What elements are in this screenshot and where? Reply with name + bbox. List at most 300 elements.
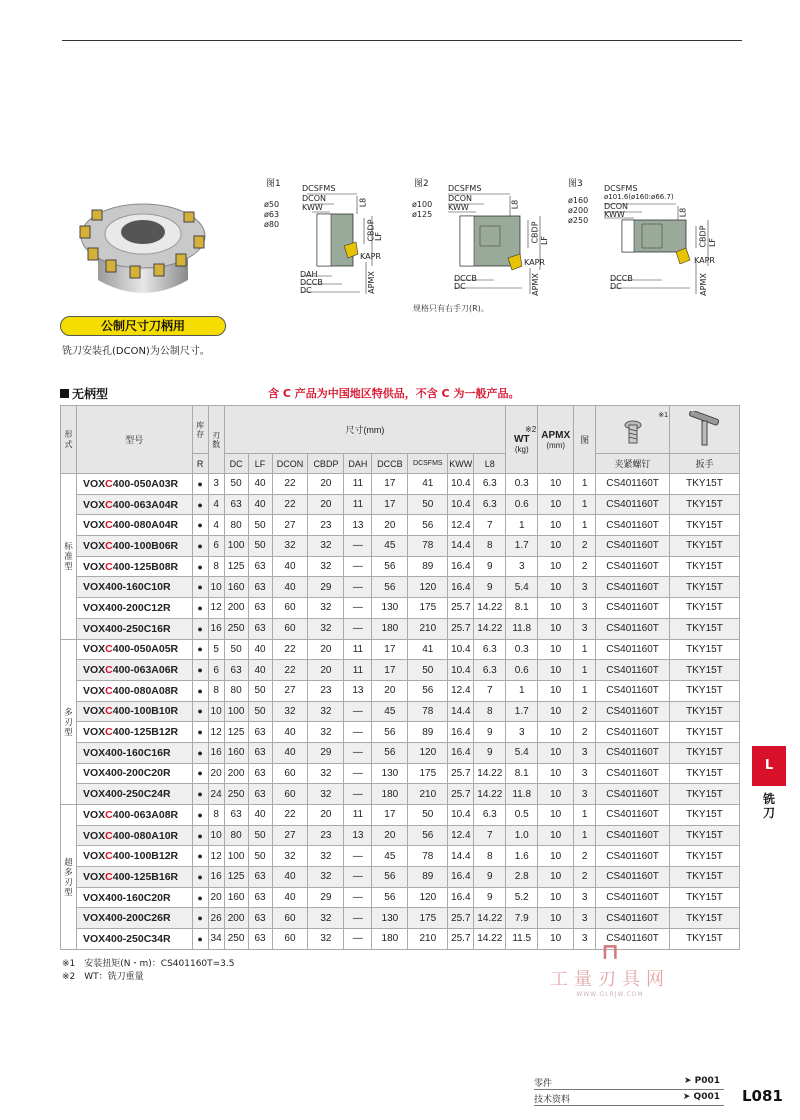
apmx-cell: 10 bbox=[538, 598, 574, 619]
screw-cell: CS401160T bbox=[596, 536, 670, 557]
model-cell bbox=[76, 639, 192, 660]
header-dimensions: 尺寸(mm) bbox=[224, 406, 506, 454]
stock-cell: ● bbox=[192, 825, 208, 846]
lf-label: LF bbox=[540, 235, 550, 246]
model-cell bbox=[76, 598, 192, 619]
teeth-cell: 5 bbox=[208, 639, 224, 660]
header-apmx bbox=[538, 406, 574, 474]
l8-label: L8 bbox=[510, 199, 520, 210]
wt-cell: 1 bbox=[506, 680, 538, 701]
stock-cell: ● bbox=[192, 680, 208, 701]
dcon-cell: 32 bbox=[272, 701, 308, 722]
screw-cell: CS401160T bbox=[596, 494, 670, 515]
header-stock-r: R bbox=[192, 454, 208, 474]
apmx-label: APMX bbox=[366, 271, 376, 294]
dc-cell: 200 bbox=[224, 908, 248, 929]
square-bullet-icon bbox=[60, 389, 69, 398]
stock-cell: ● bbox=[192, 639, 208, 660]
model-part: 400-100B06R bbox=[112, 539, 179, 552]
dc-cell: 50 bbox=[224, 474, 248, 495]
china-code: C bbox=[105, 539, 113, 552]
header-screw: 夹紧螺钉 bbox=[596, 454, 670, 474]
ref-parts-page[interactable]: ➤ P001 bbox=[683, 1076, 720, 1086]
kapr-label: KAPR bbox=[524, 258, 545, 267]
dccb-cell: 180 bbox=[372, 618, 408, 639]
dc-cell: 160 bbox=[224, 577, 248, 598]
screw-cell: CS401160T bbox=[596, 515, 670, 536]
screw-cell: CS401160T bbox=[596, 825, 670, 846]
header-wrench: 扳手 bbox=[670, 454, 740, 474]
screw-cell: CS401160T bbox=[596, 639, 670, 660]
lf-cell: 50 bbox=[248, 680, 272, 701]
figure-cell: 3 bbox=[574, 908, 596, 929]
table-row bbox=[61, 908, 740, 929]
teeth-cell: 10 bbox=[208, 577, 224, 598]
section-title bbox=[60, 385, 108, 402]
dcsfms-cell: 210 bbox=[408, 929, 448, 950]
apmx-cell: 10 bbox=[538, 763, 574, 784]
screw-cell: CS401160T bbox=[596, 887, 670, 908]
l8-cell: 7 bbox=[474, 825, 506, 846]
dc-label: DC bbox=[610, 282, 622, 291]
ref-parts[interactable] bbox=[534, 1076, 724, 1090]
kww-cell: 16.4 bbox=[448, 867, 474, 888]
dah-cell: — bbox=[344, 577, 372, 598]
ref-parts-label: 零件 bbox=[534, 1079, 553, 1089]
dccb-cell: 17 bbox=[372, 494, 408, 515]
lf-cell: 63 bbox=[248, 722, 272, 743]
header-dcsfms: DCSFMS bbox=[408, 454, 448, 474]
l8-cell: 6.3 bbox=[474, 474, 506, 495]
lf-cell: 40 bbox=[248, 639, 272, 660]
model-part: 400-080A08R bbox=[112, 684, 179, 697]
model-cell bbox=[76, 867, 192, 888]
china-code: C bbox=[105, 664, 113, 677]
wt-cell: 1 bbox=[506, 515, 538, 536]
wt-cell: 5.4 bbox=[506, 742, 538, 763]
figure-cell: 3 bbox=[574, 784, 596, 805]
dccb-cell: 56 bbox=[372, 722, 408, 743]
teeth-cell: 4 bbox=[208, 494, 224, 515]
figure-cell: 2 bbox=[574, 536, 596, 557]
cbdp-cell: 20 bbox=[308, 494, 344, 515]
figure-cell: 2 bbox=[574, 846, 596, 867]
kww-cell: 14.4 bbox=[448, 701, 474, 722]
teeth-cell: 20 bbox=[208, 887, 224, 908]
wrench-cell: TKY15T bbox=[670, 742, 740, 763]
screw-cell: CS401160T bbox=[596, 701, 670, 722]
china-code: C bbox=[105, 829, 113, 842]
l8-cell: 9 bbox=[474, 867, 506, 888]
wrench-cell: TKY15T bbox=[670, 887, 740, 908]
china-code: C bbox=[105, 498, 113, 511]
table-row bbox=[61, 701, 740, 722]
model-part: 400-125B12R bbox=[112, 726, 179, 739]
screw-cell: CS401160T bbox=[596, 805, 670, 826]
apmx-cell: 10 bbox=[538, 805, 574, 826]
l8-cell: 6.3 bbox=[474, 494, 506, 515]
wrench-cell: TKY15T bbox=[670, 846, 740, 867]
stock-cell: ● bbox=[192, 556, 208, 577]
dcon-label: DCON bbox=[604, 202, 629, 211]
stock-cell: ● bbox=[192, 618, 208, 639]
apmx-cell: 10 bbox=[538, 660, 574, 681]
chapter-tab[interactable]: L bbox=[752, 746, 786, 786]
screw-note: ※1 bbox=[658, 411, 668, 419]
watermark-logo-icon: ⊓ bbox=[601, 940, 619, 965]
model-part: VOX bbox=[82, 477, 106, 490]
dcon-cell: 32 bbox=[272, 536, 308, 557]
dccb-cell: 130 bbox=[372, 763, 408, 784]
lf-cell: 63 bbox=[248, 867, 272, 888]
apmx-cell: 10 bbox=[538, 577, 574, 598]
model-part: 400-250C24R bbox=[105, 788, 171, 801]
lf-cell: 63 bbox=[248, 556, 272, 577]
dc-cell: 250 bbox=[224, 784, 248, 805]
dcsfms-cell: 50 bbox=[408, 660, 448, 681]
dah-cell: — bbox=[344, 887, 372, 908]
table-row bbox=[61, 887, 740, 908]
wt-cell: 5.4 bbox=[506, 577, 538, 598]
dah-cell: — bbox=[344, 784, 372, 805]
lf-cell: 63 bbox=[248, 577, 272, 598]
lf-cell: 63 bbox=[248, 929, 272, 950]
screw-cell: CS401160T bbox=[596, 680, 670, 701]
dccb-cell: 20 bbox=[372, 515, 408, 536]
dccb-cell: 180 bbox=[372, 784, 408, 805]
bore-dimension-label: ø101.6(ø160:ø66.7) bbox=[604, 193, 674, 201]
model-part: 400-063A04R bbox=[112, 498, 179, 511]
dcsfms-cell: 89 bbox=[408, 722, 448, 743]
china-code: C bbox=[105, 808, 113, 821]
header-l8: L8 bbox=[474, 454, 506, 474]
dah-label: DAH bbox=[300, 270, 318, 279]
dcsfms-label: DCSFMS bbox=[604, 184, 638, 193]
wt-cell: 1.6 bbox=[506, 846, 538, 867]
model-cell bbox=[76, 474, 192, 495]
figure-cell: 3 bbox=[574, 577, 596, 598]
screw-cell: CS401160T bbox=[596, 846, 670, 867]
wrench-cell: TKY15T bbox=[670, 536, 740, 557]
kww-cell: 16.4 bbox=[448, 887, 474, 908]
model-part: VOX bbox=[82, 788, 106, 801]
teeth-cell: 8 bbox=[208, 556, 224, 577]
dcsfms-cell: 56 bbox=[408, 515, 448, 536]
stock-cell: ● bbox=[192, 660, 208, 681]
dccb-cell: 20 bbox=[372, 680, 408, 701]
kww-cell: 25.7 bbox=[448, 598, 474, 619]
china-code: C bbox=[105, 870, 113, 883]
dccb-cell: 17 bbox=[372, 639, 408, 660]
dccb-cell: 180 bbox=[372, 929, 408, 950]
l8-cell: 7 bbox=[474, 680, 506, 701]
metric-arbor-label: 公制尺寸刀柄用 bbox=[60, 316, 226, 336]
dcsfms-cell: 89 bbox=[408, 556, 448, 577]
l8-cell: 8 bbox=[474, 701, 506, 722]
dccb-cell: 56 bbox=[372, 556, 408, 577]
top-rule bbox=[62, 40, 742, 41]
apmx-cell: 10 bbox=[538, 867, 574, 888]
kww-cell: 25.7 bbox=[448, 618, 474, 639]
lf-cell: 50 bbox=[248, 515, 272, 536]
l8-cell: 14.22 bbox=[474, 929, 506, 950]
model-part: 400-250C16R bbox=[105, 622, 171, 635]
model-cell bbox=[76, 887, 192, 908]
china-code: C bbox=[105, 726, 113, 739]
wrench-cell: TKY15T bbox=[670, 805, 740, 826]
dah-cell: — bbox=[344, 598, 372, 619]
stock-cell: ● bbox=[192, 722, 208, 743]
teeth-cell: 8 bbox=[208, 805, 224, 826]
dc-cell: 100 bbox=[224, 536, 248, 557]
dcon-cell: 40 bbox=[272, 722, 308, 743]
apmx-header-unit: (mm) bbox=[546, 440, 566, 450]
wt-cell: 11.5 bbox=[506, 929, 538, 950]
cbdp-cell: 32 bbox=[308, 867, 344, 888]
footnote-torque: ※1 安装扭矩(N・m)：CS401160T=3.5 bbox=[62, 959, 235, 969]
dcon-cell: 27 bbox=[272, 825, 308, 846]
dah-cell: 13 bbox=[344, 680, 372, 701]
dcsfms-cell: 41 bbox=[408, 474, 448, 495]
figure-3-size: ø250 bbox=[568, 216, 589, 225]
figure-cell: 3 bbox=[574, 598, 596, 619]
dah-cell: — bbox=[344, 742, 372, 763]
stock-cell: ● bbox=[192, 929, 208, 950]
cbdp-cell: 29 bbox=[308, 577, 344, 598]
figure-cell: 1 bbox=[574, 680, 596, 701]
table-row bbox=[61, 577, 740, 598]
dah-cell: 11 bbox=[344, 494, 372, 515]
lf-cell: 63 bbox=[248, 618, 272, 639]
header-figure: 图 bbox=[574, 406, 596, 474]
wrench-cell: TKY15T bbox=[670, 474, 740, 495]
figure-cell: 1 bbox=[574, 660, 596, 681]
header-teeth: 刃数 bbox=[208, 406, 224, 474]
model-cell bbox=[76, 701, 192, 722]
dc-cell: 100 bbox=[224, 701, 248, 722]
dah-cell: — bbox=[344, 618, 372, 639]
cbdp-cell: 23 bbox=[308, 825, 344, 846]
dc-cell: 63 bbox=[224, 660, 248, 681]
screw-cell: CS401160T bbox=[596, 556, 670, 577]
header-lf: LF bbox=[248, 454, 272, 474]
wrench-cell: TKY15T bbox=[670, 618, 740, 639]
dc-cell: 160 bbox=[224, 742, 248, 763]
wt-cell: 1.7 bbox=[506, 536, 538, 557]
apmx-cell: 10 bbox=[538, 639, 574, 660]
model-cell bbox=[76, 680, 192, 701]
header-kww: KWW bbox=[448, 454, 474, 474]
dcon-cell: 22 bbox=[272, 639, 308, 660]
figure-cell: 2 bbox=[574, 867, 596, 888]
figure-1-size: ø50 bbox=[264, 200, 280, 209]
apmx-cell: 10 bbox=[538, 618, 574, 639]
teeth-cell: 6 bbox=[208, 660, 224, 681]
teeth-cell: 20 bbox=[208, 763, 224, 784]
header-wrench-image bbox=[670, 406, 740, 454]
dcon-cell: 60 bbox=[272, 598, 308, 619]
dccb-label: DCCB bbox=[610, 274, 633, 283]
model-part: VOX bbox=[82, 581, 106, 594]
dccb-label: DCCB bbox=[454, 274, 477, 283]
kww-cell: 12.4 bbox=[448, 680, 474, 701]
teeth-cell: 12 bbox=[208, 846, 224, 867]
dcon-cell: 60 bbox=[272, 763, 308, 784]
model-part: 400-050A03R bbox=[112, 477, 179, 490]
stock-cell: ● bbox=[192, 887, 208, 908]
kww-label: KWW bbox=[604, 210, 625, 219]
wrench-cell: TKY15T bbox=[670, 763, 740, 784]
screw-cell: CS401160T bbox=[596, 784, 670, 805]
l8-cell: 14.22 bbox=[474, 598, 506, 619]
model-part: 400-200C12R bbox=[105, 601, 171, 614]
cbdp-cell: 32 bbox=[308, 722, 344, 743]
cbdp-cell: 32 bbox=[308, 536, 344, 557]
dcon-cell: 22 bbox=[272, 474, 308, 495]
model-part: VOX bbox=[82, 767, 106, 780]
dccb-cell: 45 bbox=[372, 846, 408, 867]
model-cell bbox=[76, 763, 192, 784]
china-code: C bbox=[105, 643, 113, 656]
screw-cell: CS401160T bbox=[596, 722, 670, 743]
model-part: 400-250C34R bbox=[105, 932, 171, 945]
header-screw-image bbox=[596, 406, 670, 454]
figure-cell: 3 bbox=[574, 763, 596, 784]
figure-cell: 1 bbox=[574, 805, 596, 826]
figure-2-title: 图2 bbox=[414, 179, 429, 189]
apmx-cell: 10 bbox=[538, 494, 574, 515]
dah-cell: 11 bbox=[344, 639, 372, 660]
kww-cell: 16.4 bbox=[448, 577, 474, 598]
figure-cell: 3 bbox=[574, 742, 596, 763]
model-part: 400-063A08R bbox=[112, 808, 179, 821]
screw-icon bbox=[621, 419, 645, 447]
lf-cell: 63 bbox=[248, 598, 272, 619]
dcsfms-label: DCSFMS bbox=[448, 184, 482, 193]
dc-cell: 250 bbox=[224, 618, 248, 639]
ref-tech-label: 技术资料 bbox=[534, 1095, 571, 1105]
china-code: C bbox=[105, 684, 113, 697]
group-label: 多刃型 bbox=[61, 639, 77, 805]
figure-cell: 3 bbox=[574, 618, 596, 639]
dccb-cell: 17 bbox=[372, 660, 408, 681]
model-part: VOX bbox=[82, 912, 106, 925]
dcon-cell: 40 bbox=[272, 577, 308, 598]
lf-cell: 50 bbox=[248, 825, 272, 846]
model-part: 400-160C20R bbox=[105, 891, 171, 904]
ref-tech[interactable] bbox=[534, 1092, 724, 1106]
dccb-cell: 17 bbox=[372, 474, 408, 495]
stock-cell: ● bbox=[192, 515, 208, 536]
model-part: 400-160C10R bbox=[105, 581, 171, 594]
stock-cell: ● bbox=[192, 763, 208, 784]
model-cell bbox=[76, 805, 192, 826]
model-cell bbox=[76, 515, 192, 536]
table-row bbox=[61, 763, 740, 784]
dcon-cell: 22 bbox=[272, 660, 308, 681]
screw-cell: CS401160T bbox=[596, 929, 670, 950]
dccb-cell: 45 bbox=[372, 536, 408, 557]
figure-cell: 1 bbox=[574, 494, 596, 515]
kww-cell: 10.4 bbox=[448, 660, 474, 681]
china-special-note: 含 C 产品为中国地区特供品，不含 C 为一般产品。 bbox=[268, 387, 520, 400]
dc-cell: 125 bbox=[224, 722, 248, 743]
kww-cell: 12.4 bbox=[448, 825, 474, 846]
ref-tech-page[interactable]: ➤ Q001 bbox=[682, 1092, 720, 1102]
lf-label: LF bbox=[374, 231, 384, 242]
cbdp-label: CBDP bbox=[698, 225, 708, 248]
header-stock: 库存 bbox=[192, 406, 208, 454]
table-row bbox=[61, 722, 740, 743]
wt-cell: 5.2 bbox=[506, 887, 538, 908]
wrench-cell: TKY15T bbox=[670, 639, 740, 660]
figure-cell: 1 bbox=[574, 639, 596, 660]
screw-cell: CS401160T bbox=[596, 598, 670, 619]
table-row bbox=[61, 536, 740, 557]
l8-label: L8 bbox=[678, 207, 688, 218]
apmx-cell: 10 bbox=[538, 556, 574, 577]
model-cell bbox=[76, 908, 192, 929]
wt-cell: 8.1 bbox=[506, 598, 538, 619]
lf-cell: 50 bbox=[248, 536, 272, 557]
dcsfms-cell: 78 bbox=[408, 536, 448, 557]
figure-cell: 1 bbox=[574, 474, 596, 495]
cbdp-cell: 23 bbox=[308, 680, 344, 701]
model-part: VOX bbox=[82, 829, 106, 842]
cbdp-cell: 29 bbox=[308, 887, 344, 908]
apmx-cell: 10 bbox=[538, 536, 574, 557]
l8-cell: 8 bbox=[474, 846, 506, 867]
kww-cell: 12.4 bbox=[448, 515, 474, 536]
l8-cell: 9 bbox=[474, 577, 506, 598]
figure-cell: 2 bbox=[574, 722, 596, 743]
model-part: VOX bbox=[82, 498, 106, 511]
header-form: 形式 bbox=[61, 406, 77, 474]
cbdp-label: CBDP bbox=[530, 221, 540, 244]
mounting-hole-description: 铣刀安装孔(DCON)为公制尺寸。 bbox=[62, 346, 210, 357]
model-part: VOX bbox=[82, 664, 106, 677]
header-dccb: DCCB bbox=[372, 454, 408, 474]
model-part: VOX bbox=[82, 726, 106, 739]
model-part: VOX bbox=[82, 560, 106, 573]
model-part: 400-100B10R bbox=[112, 705, 179, 718]
apmx-cell: 10 bbox=[538, 784, 574, 805]
header-model: 型号 bbox=[76, 406, 192, 474]
stock-cell: ● bbox=[192, 598, 208, 619]
apmx-label: APMX bbox=[530, 273, 540, 296]
figure-2-size: ø125 bbox=[412, 210, 433, 219]
teeth-cell: 4 bbox=[208, 515, 224, 536]
dah-cell: — bbox=[344, 556, 372, 577]
screw-cell: CS401160T bbox=[596, 660, 670, 681]
figure-1-size: ø63 bbox=[264, 210, 280, 219]
table-row bbox=[61, 660, 740, 681]
kww-cell: 25.7 bbox=[448, 784, 474, 805]
screw-cell: CS401160T bbox=[596, 618, 670, 639]
dccb-cell: 56 bbox=[372, 887, 408, 908]
screw-cell: CS401160T bbox=[596, 908, 670, 929]
dc-cell: 63 bbox=[224, 494, 248, 515]
weight-note: ※2 bbox=[525, 424, 537, 434]
model-part: VOX bbox=[82, 808, 106, 821]
teeth-cell: 12 bbox=[208, 598, 224, 619]
dccb-cell: 20 bbox=[372, 825, 408, 846]
model-part: 400-125B08R bbox=[112, 560, 179, 573]
dah-cell: — bbox=[344, 908, 372, 929]
apmx-cell: 10 bbox=[538, 825, 574, 846]
l8-cell: 6.3 bbox=[474, 639, 506, 660]
model-cell bbox=[76, 660, 192, 681]
